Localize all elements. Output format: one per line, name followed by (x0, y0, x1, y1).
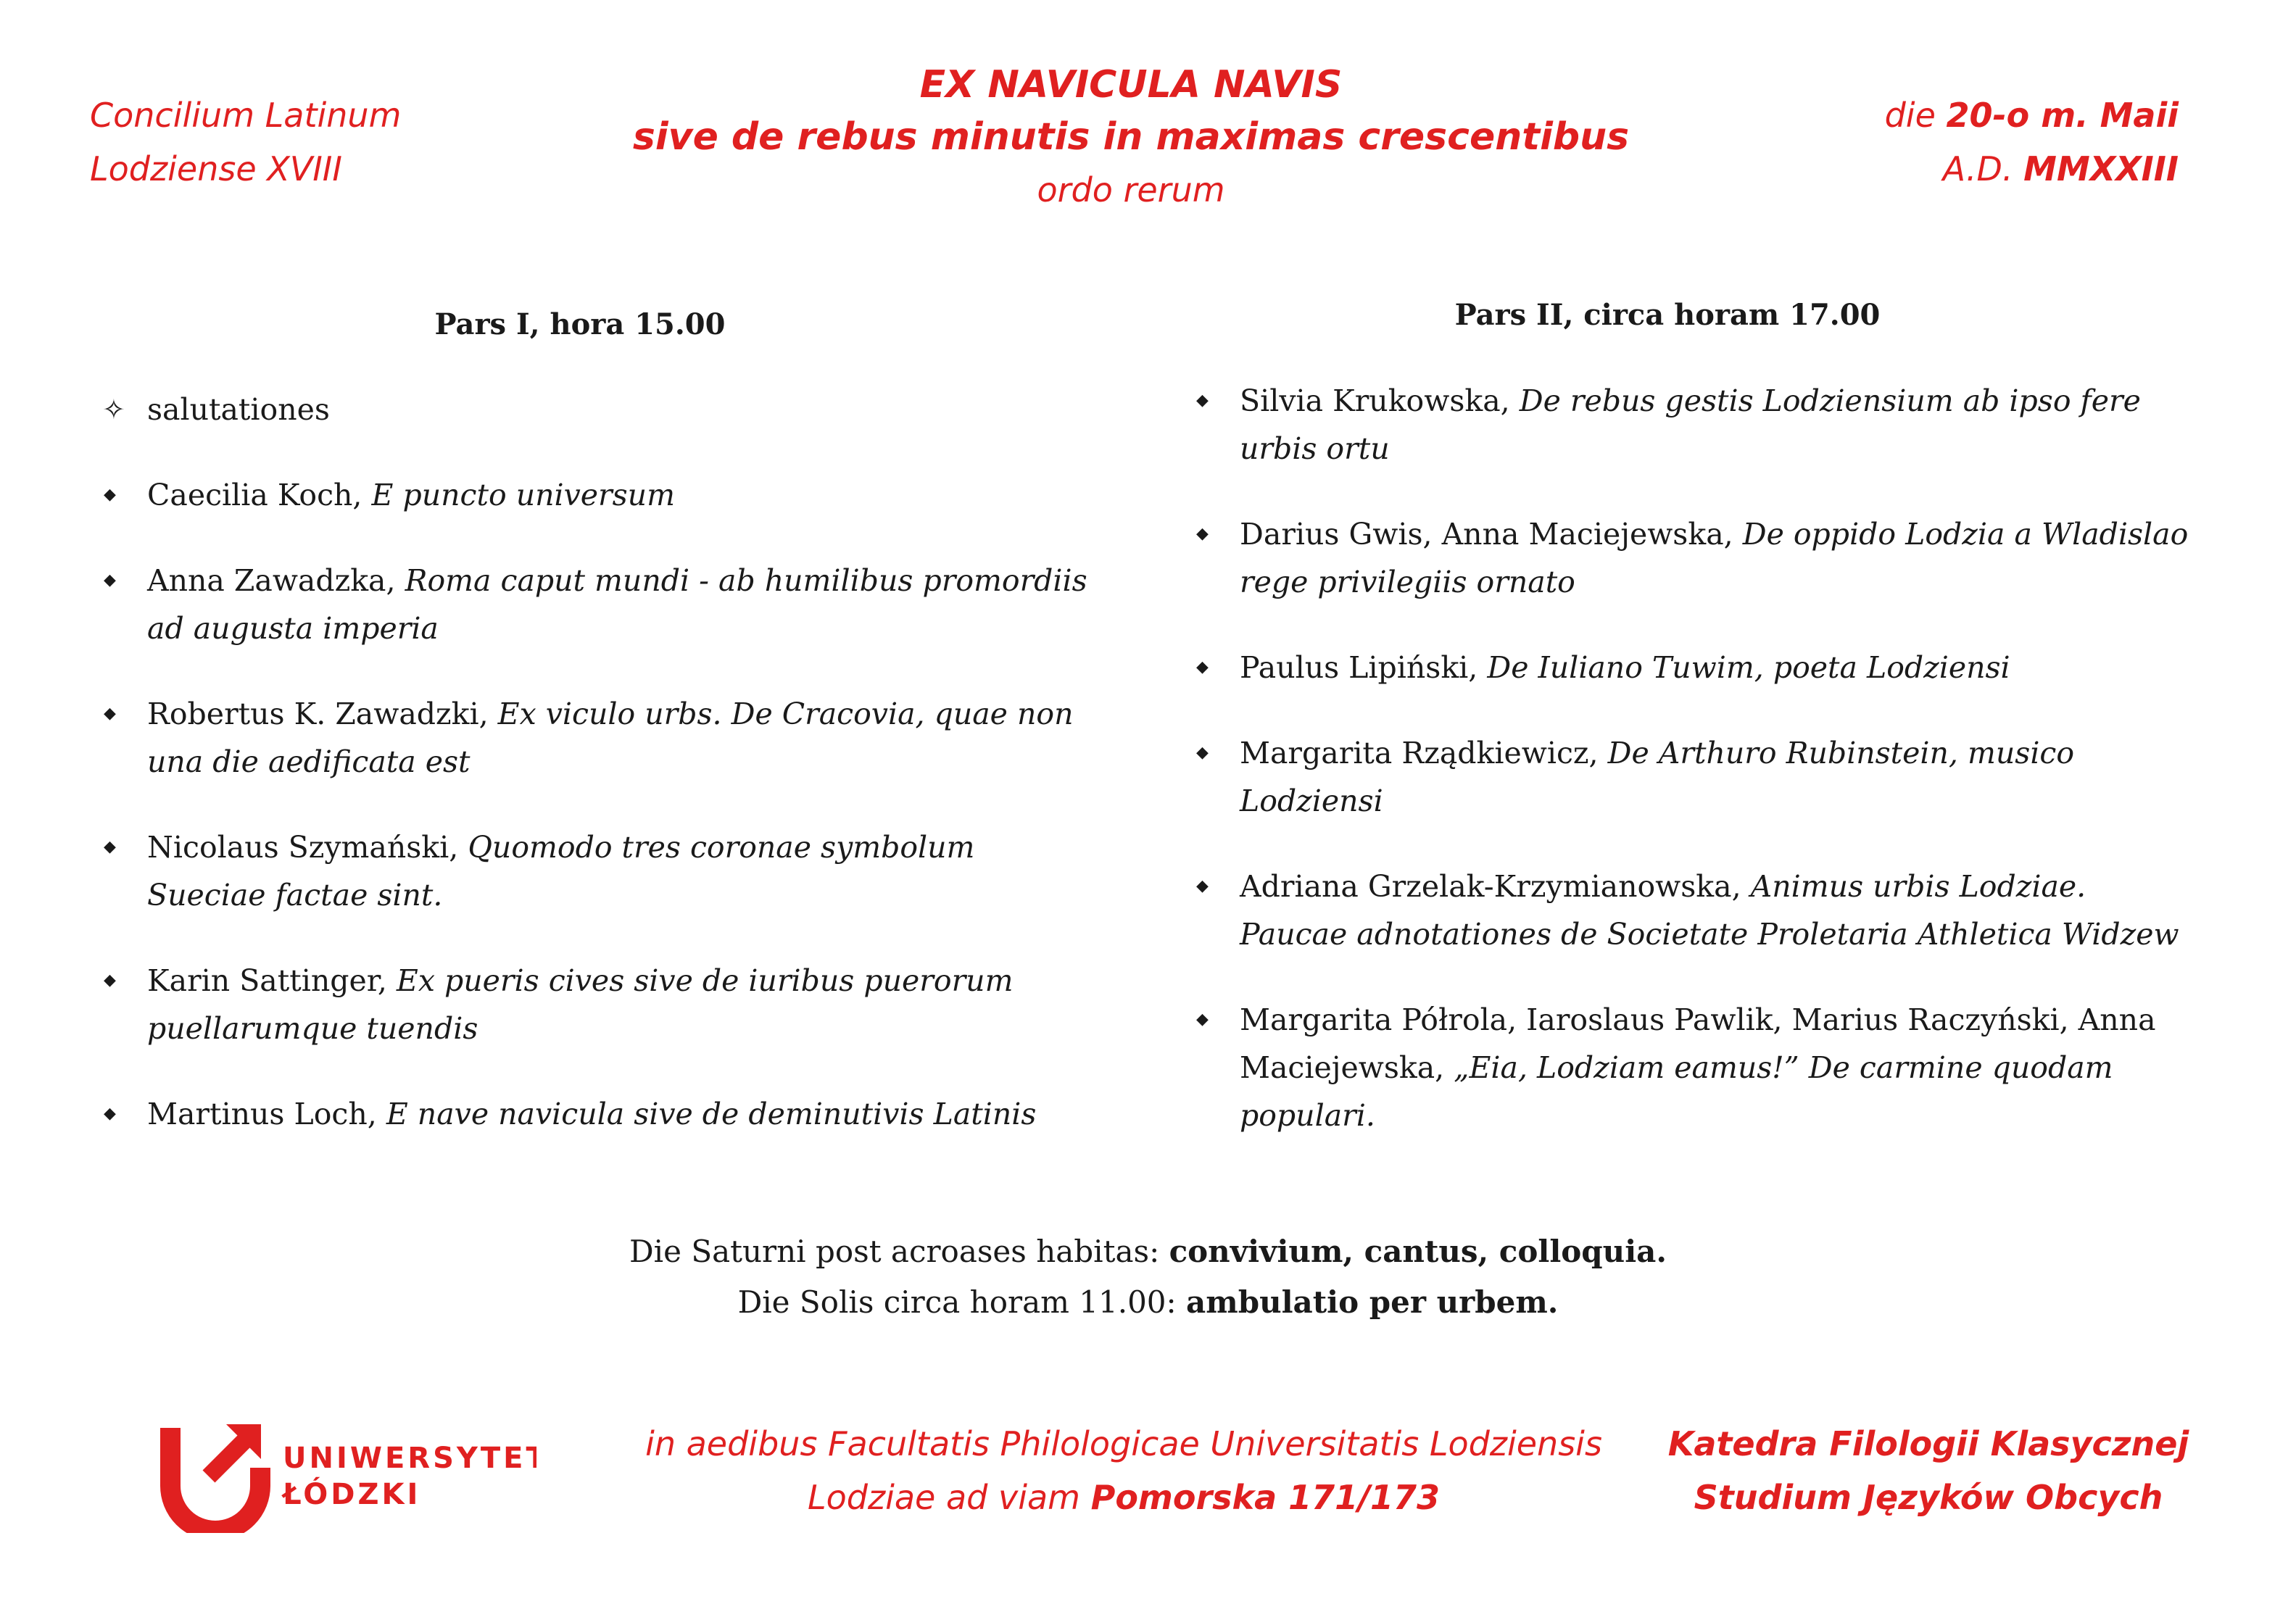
dept-line-1: Katedra Filologii Klasycznej (1667, 1424, 2189, 1463)
programme-item (104, 690, 1090, 786)
programme-item (1196, 644, 2197, 691)
programme-item (1196, 729, 2197, 825)
organizer-line-2: Lodziense XVIII (90, 149, 342, 188)
item-author: Margarita Półrola, Iaroslaus Pawlik, Marius Raczyński, Anna Maciejewska, (1240, 1002, 2156, 1085)
programme-item (1196, 863, 2197, 958)
programme-item (1196, 510, 2197, 606)
part2-heading: Pars II, circa horam 17.00 (1454, 298, 1881, 332)
venue-line-1: in aedibus Facultatis Philologicae Universitatis Lodziensis (645, 1424, 1602, 1463)
programme-item (104, 823, 1090, 919)
date-line: die 20-o m. Maii (1884, 96, 2179, 135)
year-line: A.D. MMXXIII (1942, 149, 2179, 188)
programme-item (102, 386, 1090, 433)
page-subsubtitle: ordo rerum (1037, 170, 1225, 209)
item-title: Ex pueris cives sive de iuribus puerorum puellarumque tuendis (147, 963, 1014, 1046)
diamond-bullet-icon: ◆ (1196, 1010, 1209, 1029)
header-organizer (90, 88, 401, 196)
item-author: Robertus K. Zawadzki, (147, 697, 498, 731)
venue-block (594, 1417, 1653, 1524)
item-title: E nave navicula sive de deminutivis Latinis (386, 1097, 1037, 1131)
page-title: EX NAVICULA NAVIS (919, 63, 1343, 107)
diamond-bullet-icon: ◆ (104, 971, 116, 989)
item-title: De Arthuro Rubinstein, musico Lodziensi (1240, 736, 2075, 818)
organizer-line-1: Concilium Latinum (90, 96, 402, 135)
item-author: Nicolaus Szymański, (147, 830, 468, 865)
item-author: Anna Zawadzka, (147, 563, 405, 598)
university-logo (159, 1417, 536, 1533)
venue-line-2: Lodziae ad viam Pomorska 171/173 (807, 1478, 1441, 1517)
item-title: Ex viculo urbs. De Cracovia, quae non una die aedificata est (147, 697, 1074, 779)
diamond-bullet-icon: ◆ (104, 486, 116, 504)
diamond-bullet-icon: ◆ (1196, 877, 1209, 895)
item-title: „Eia, Lodziam eamus!” De carmine quodam populari. (1240, 1050, 2113, 1133)
item-title: De oppido Lodzia a Wladislao rege privilegiis ornato (1240, 517, 2189, 599)
diamond-bullet-icon: ◆ (104, 705, 116, 723)
programme-item (104, 957, 1090, 1052)
logo-text-line-1: UNIWERSYTET (283, 1442, 536, 1475)
university-logo-mark-icon (159, 1417, 536, 1533)
item-title: De Iuliano Tuwim, poeta Lodziensi (1487, 650, 2010, 685)
part2-list (1196, 377, 2197, 1139)
programme-item (104, 557, 1090, 652)
diamond-bullet-icon: ◆ (104, 838, 116, 856)
item-title: E puncto universum (371, 478, 675, 512)
item-author: Margarita Rządkiewicz, (1240, 736, 1608, 770)
item-title: Animus urbis Lodziae. Paucae adnotationes de Societate Proletaria Athletica Widzew (1240, 869, 2179, 952)
diamond-bullet-icon: ◆ (1196, 391, 1209, 410)
item-author: Martinus Loch, (147, 1097, 386, 1131)
closing-line-2: Die Solis circa horam 11.00: ambulatio per urbem. (737, 1284, 1559, 1320)
item-title: Quomodo tres coronae symbolum Sueciae factae sint. (147, 830, 975, 913)
logo-text-line-2: ŁÓDZKI (283, 1478, 421, 1511)
part1-list (102, 386, 1090, 1138)
diamond-bullet-icon: ◆ (104, 1105, 116, 1123)
item-author: Paulus Lipiński, (1240, 650, 1488, 685)
item-author: Darius Gwis, Anna Maciejewska, (1240, 517, 1743, 552)
page-subtitle: sive de rebus minutis in maximas crescentibus (632, 115, 1630, 159)
dept-line-2: Studium Języków Obcych (1694, 1478, 2163, 1517)
programme-item (104, 471, 1090, 519)
item-author: salutationes (147, 392, 330, 427)
item-title: De rebus gestis Lodziensium ab ipso fere urbis ortu (1240, 383, 2141, 466)
diamond-bullet-icon: ◆ (1196, 525, 1209, 543)
diamond-bullet-icon: ◆ (104, 571, 116, 589)
item-author: Caecilia Koch, (147, 478, 372, 512)
item-author: Adriana Grzelak-Krzymianowska, (1240, 869, 1751, 904)
item-author: Silvia Krukowska, (1240, 383, 1520, 418)
closing-line-1: Die Saturni post acroases habitas: convivium, cantus, colloquia. (629, 1234, 1667, 1269)
header-title-block (507, 59, 1754, 216)
programme-item (1196, 377, 2197, 473)
header-date (1885, 88, 2179, 196)
diamond-bullet-icon: ◆ (1196, 744, 1209, 762)
department-block (1653, 1417, 2204, 1524)
programme-item (104, 1090, 1090, 1138)
part1-heading: Pars I, hora 15.00 (434, 307, 726, 341)
diamond-bullet-icon: ◆ (1196, 658, 1209, 676)
item-author: Karin Sattinger, (147, 963, 397, 998)
programme-item (1196, 996, 2197, 1139)
closing-notes (0, 1226, 2296, 1328)
sparkle-bullet-icon: ✧ (102, 394, 125, 425)
item-title: Roma caput mundi - ab humilibus promordiis ad augusta imperia (147, 563, 1087, 646)
